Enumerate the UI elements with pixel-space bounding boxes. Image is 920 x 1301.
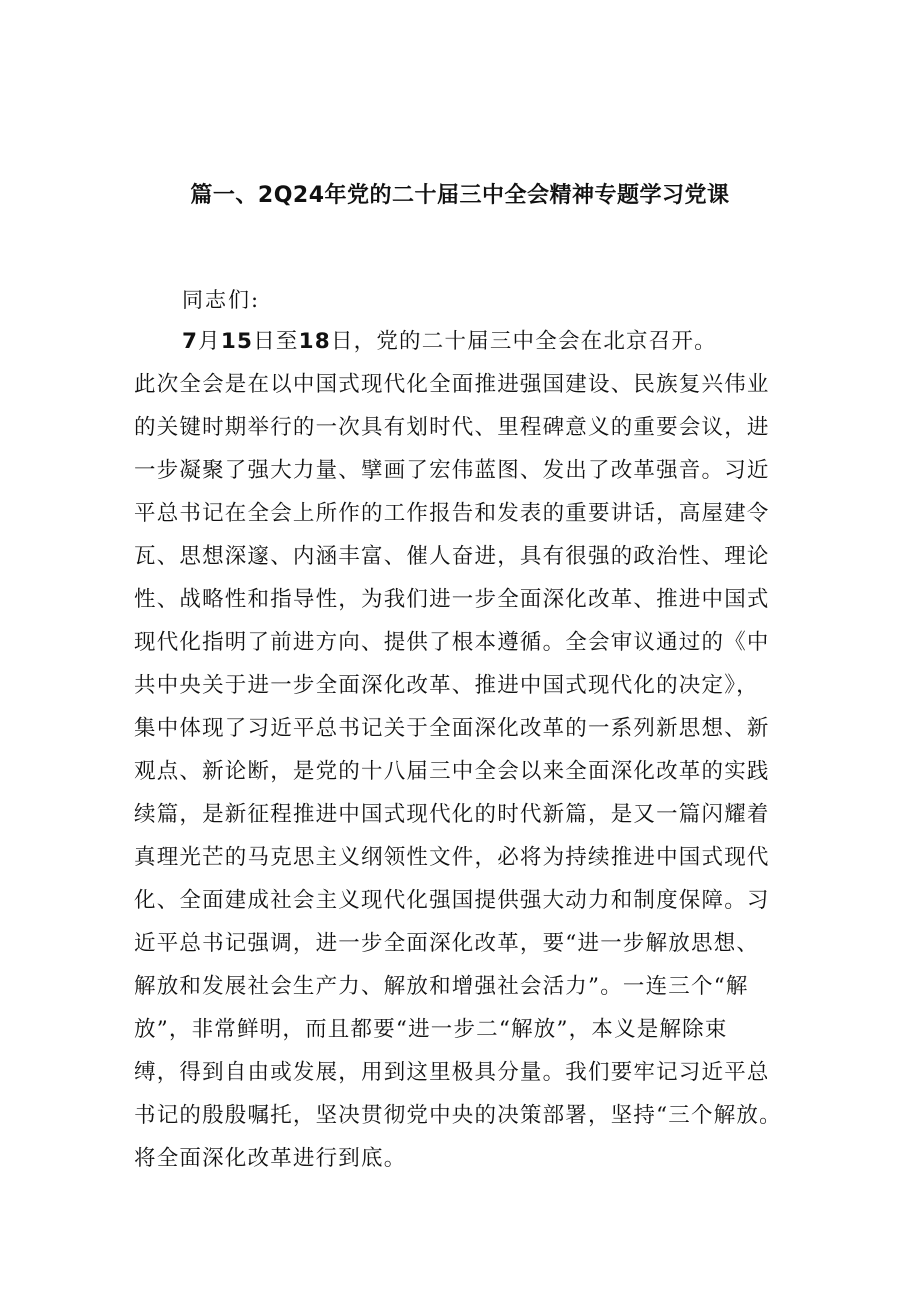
paragraph-line: 一步凝聚了强大力量、擘画了宏伟蓝图、发出了改革强音。习近 xyxy=(134,458,770,483)
paragraph-line: 共中央关于进一步全面深化改革、推进中国式现代化的决定》， xyxy=(134,673,759,698)
paragraph-line: 近平总书记强调，进一步全面深化改革，要“进一步解放思想、 xyxy=(134,931,760,956)
date-text: 日至 xyxy=(253,329,299,354)
paragraph-line: 观点、新论断，是党的十八届三中全会以来全面深化改革的实践 xyxy=(134,759,770,784)
paragraph-text: 日，党的二十届三中全会在北京召开。 xyxy=(330,329,717,354)
paragraph-line: 续篇，是新征程推进中国式现代化的时代新篇，是又一篇闪耀着 xyxy=(134,802,770,827)
greeting: 同志们: xyxy=(182,288,261,312)
paragraph-line: 书记的殷殷嘱托，坚决贯彻党中央的决策部署，坚持“三个解放。 xyxy=(134,1103,782,1128)
document-title: 篇一、2Q24年党的二十届三中全会精神专题学习党课 xyxy=(190,183,730,208)
paragraph-first-line xyxy=(182,324,717,360)
paragraph-line: 真理光芒的马克思主义纲领性文件，必将为持续推进中国式现代 xyxy=(134,845,770,870)
date-number: 7 xyxy=(182,329,199,354)
date-number: 18 xyxy=(298,329,331,354)
paragraph-line: 现代化指明了前进方向、提供了根本遵循。全会审议通过的《中 xyxy=(134,630,770,655)
paragraph-line: 放”，非常鲜明，而且都要“进一步二“解放”，本义是解除束 xyxy=(134,1017,728,1042)
date-number: 15 xyxy=(220,329,254,354)
paragraph-line: 将全面深化改革进行到底。 xyxy=(134,1146,407,1171)
paragraph-line: 解放和发展社会生产力、解放和增强社会活力”。一连三个“解 xyxy=(134,974,749,999)
paragraph-line: 集中体现了习近平总书记关于全面深化改革的一系列新思想、新 xyxy=(134,716,770,741)
date-text: 月 xyxy=(198,329,221,354)
paragraph-line: 缚，得到自由或发展，用到这里极具分量。我们要牢记习近平总 xyxy=(134,1060,770,1085)
paragraph-line: 的关键时期举行的一次具有划时代、里程碑意义的重要会议，进 xyxy=(134,415,770,440)
paragraph-line: 此次全会是在以中国式现代化全面推进强国建设、民族复兴伟业 xyxy=(134,372,770,397)
paragraph-line: 化、全面建成社会主义现代化强国提供强大动力和制度保障。习 xyxy=(134,888,770,913)
paragraph-line: 性、战略性和指导性，为我们进一步全面深化改革、推进中国式 xyxy=(134,587,770,612)
paragraph-line: 瓦、思想深邃、内涵丰富、催人奋进，具有很强的政治性、理论 xyxy=(134,544,770,569)
paragraph-line: 平总书记在全会上所作的工作报告和发表的重要讲话，高屋建令 xyxy=(134,501,770,526)
